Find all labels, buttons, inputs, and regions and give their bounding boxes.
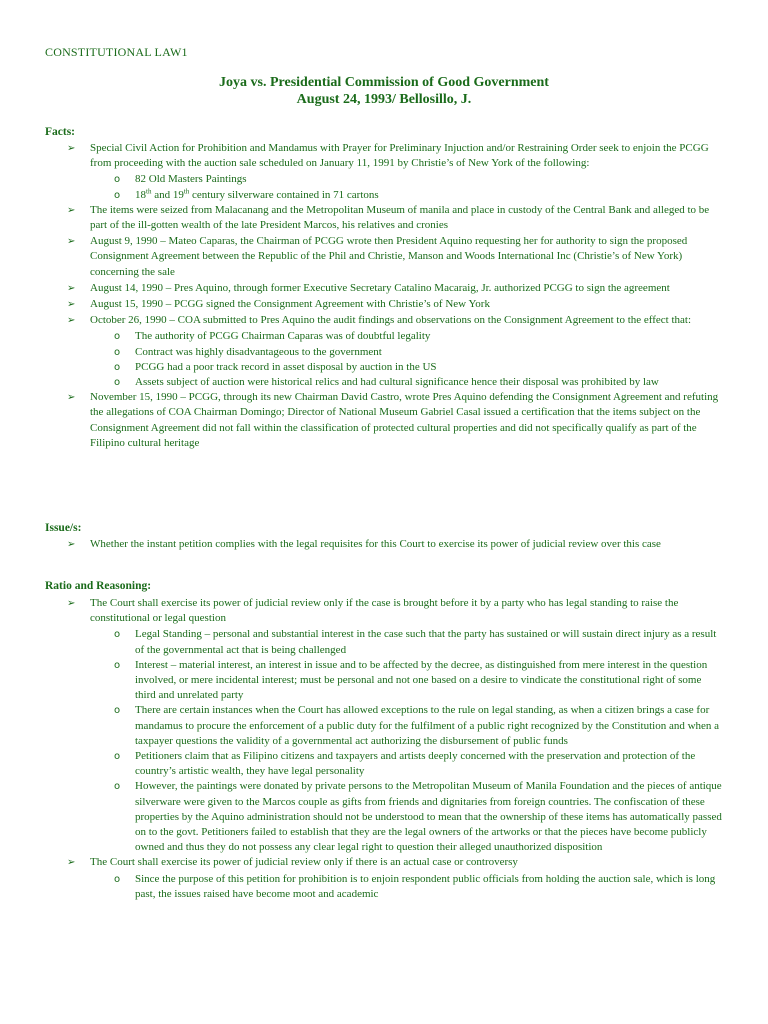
- circle-bullet-icon: o: [114, 346, 121, 358]
- list-item: ➢ November 15, 1990 – PCGG, through its new Chairman David Castro, wrote Pres Aquino defending the Consignment Agreement and refuting the allegations of COA Chairman Domingo; Director of National Museum Gabriel Casal issued a certification that the items subject on the Consignment Agreement did not fall within the classification of protected cultural properties and did not specifically qualify as part of the Filipino cultural heritage: [67, 391, 719, 449]
- sub-list-item: o Interest – material interest, an interest in issue and to be affected by the decree, as distinguished from mere interest in the question involved, or mere incidental interest; must be personal and not one based on a desire to vindicate the constitutional right of some third and unrelated party: [114, 658, 708, 702]
- sub-list-item: o Assets subject of auction were historical relics and had cultural significance hence their disposal was prohibited by law: [0, 375, 768, 390]
- facts-list: [0, 141, 768, 452]
- circle-bullet-icon: o: [114, 705, 121, 717]
- sub-list-item: o Contract was highly disadvantageous to the government: [0, 345, 768, 360]
- sub-list-item: o 82 Old Masters Paintings: [0, 172, 768, 187]
- circle-bullet-icon: o: [114, 781, 121, 793]
- sub-list-item: o Legal Standing – personal and substantial interest in the case such that the party has sustained or will sustain direct injury as a result of the governmental act that is being challenged: [114, 628, 717, 656]
- arrow-bullet-icon: ➢: [67, 598, 76, 609]
- sub-list-item: o There are certain instances when the Court has allowed exceptions to the rule on legal standing, as when a citizen brings a case for mandamus to procure the enforcement of a public duty for the fulfilment of a public right recognized by the Constitution and when a taxpayer questions the validity of a governmental act authorizing the disbursement of public funds: [114, 704, 720, 747]
- facts-heading: Facts:: [45, 126, 76, 138]
- arrow-bullet-icon: ➢: [67, 236, 76, 248]
- list-item: ➢ August 15, 1990 – PCGG signed the Consignment Agreement with Christie’s of New York: [0, 297, 768, 312]
- course-header: CONSTITUTIONAL LAW1: [45, 45, 188, 59]
- list-item: ➢ Special Civil Action for Prohibition and Mandamus with Prayer for Preliminary Injuction and/or Restraining Order seek to enjoin the PCGG from proceeding with the auction sale scheduled on January 11, 1991 by Christie’s of New York of the following:: [67, 142, 709, 170]
- case-title: Joya vs. Presidential Commission of Good Government: [219, 75, 549, 90]
- arrow-bullet-icon: ➢: [67, 299, 76, 311]
- list-item: ➢ October 26, 1990 – COA submitted to Pres Aquino the audit findings and observations on the Consignment Agreement to the effect that:: [0, 313, 768, 328]
- arrow-bullet-icon: ➢: [67, 204, 76, 216]
- ratio-heading: Ratio and Reasoning:: [45, 580, 152, 592]
- case-title-block: [0, 74, 768, 108]
- circle-bullet-icon: o: [114, 361, 121, 373]
- sub-list-item: o Since the purpose of this petition for prohibition is to enjoin respondent public officials from holding the auction sale, which is long past, the issues raised have become moot and academic: [114, 872, 716, 900]
- list-item: ➢ August 9, 1990 – Mateo Caparas, the Chairman of PCGG wrote then President Aquino requesting her for authority to sign the proposed Consignment Agreement between the Republic of the Phil and Christie, Manson and Woods International Inc (Christie’s of New York) concerning the sale: [67, 235, 688, 278]
- arrow-bullet-icon: ➢: [67, 392, 76, 404]
- arrow-bullet-icon: ➢: [67, 857, 76, 869]
- arrow-bullet-icon: ➢: [67, 143, 76, 154]
- circle-bullet-icon: o: [114, 331, 121, 343]
- sub-list-item: o However, the paintings were donated by private persons to the Metropolitan Museum of Manila Foundation and the pieces of antique silverware were given to the Marcos couple as gifts from friends and dignitaries from foreign countries. The confiscation of these properties by the Aquino administration should not be understood to mean that the ownership of these items has automatically passed on to the govt. Petitioners failed to establish that they are the legal owners of the artworks or that the pieces have become publicly owned and thus they do not possess any clear legal right to question their alleged unauthorized disposition: [114, 780, 722, 854]
- list-item: ➢ The items were seized from Malacanang and the Metropolitan Museum of manila and place in custody of the Central Bank and alleged to be part of the ill-gotten wealth of the late President Marcos, his relatives and cronies: [67, 203, 710, 232]
- sub-list-item: o The authority of PCGG Chairman Caparas was of doubtful legality: [0, 329, 768, 344]
- issue-heading: Issue/s:: [45, 522, 82, 534]
- arrow-bullet-icon: ➢: [67, 315, 76, 327]
- sub-list-item: o Petitioners claim that as Filipino citizens and taxpayers and artists deeply concerned with the preservation and protection of the country’s artistic wealth, they have legal personality: [114, 750, 696, 778]
- list-item: ➢ Whether the instant petition complies with the legal requisites for this Court to exercise its power of judicial review over this case: [0, 537, 768, 552]
- circle-bullet-icon: o: [114, 377, 121, 389]
- ratio-list: [0, 596, 768, 902]
- circle-bullet-icon: o: [114, 174, 121, 186]
- list-item: ➢ The Court shall exercise its power of judicial review only if there is an actual case or controversy: [0, 855, 768, 870]
- list-item: ➢ August 14, 1990 – Pres Aquino, through former Executive Secretary Catalino Macaraig, Jr. authorized PCGG to sign the agreement: [0, 281, 768, 296]
- circle-bullet-icon: o: [114, 873, 121, 885]
- circle-bullet-icon: o: [114, 751, 121, 763]
- circle-bullet-icon: o: [114, 659, 121, 671]
- circle-bullet-icon: o: [114, 189, 121, 201]
- circle-bullet-icon: o: [114, 629, 121, 641]
- issue-list: [0, 537, 768, 553]
- arrow-bullet-icon: ➢: [67, 282, 76, 294]
- sub-list-item: o PCGG had a poor track record in asset disposal by auction in the US: [0, 360, 768, 375]
- sub-list-item: o 18th and 19th century silverware contained in 71 cartons: [0, 188, 768, 203]
- arrow-bullet-icon: ➢: [67, 539, 76, 550]
- list-item: ➢ The Court shall exercise its power of judicial review only if the case is brought before it by a party who has legal standing to raise the constitutional or legal question: [67, 597, 679, 625]
- case-date-ponente: August 24, 1993/ Bellosillo, J.: [296, 92, 472, 107]
